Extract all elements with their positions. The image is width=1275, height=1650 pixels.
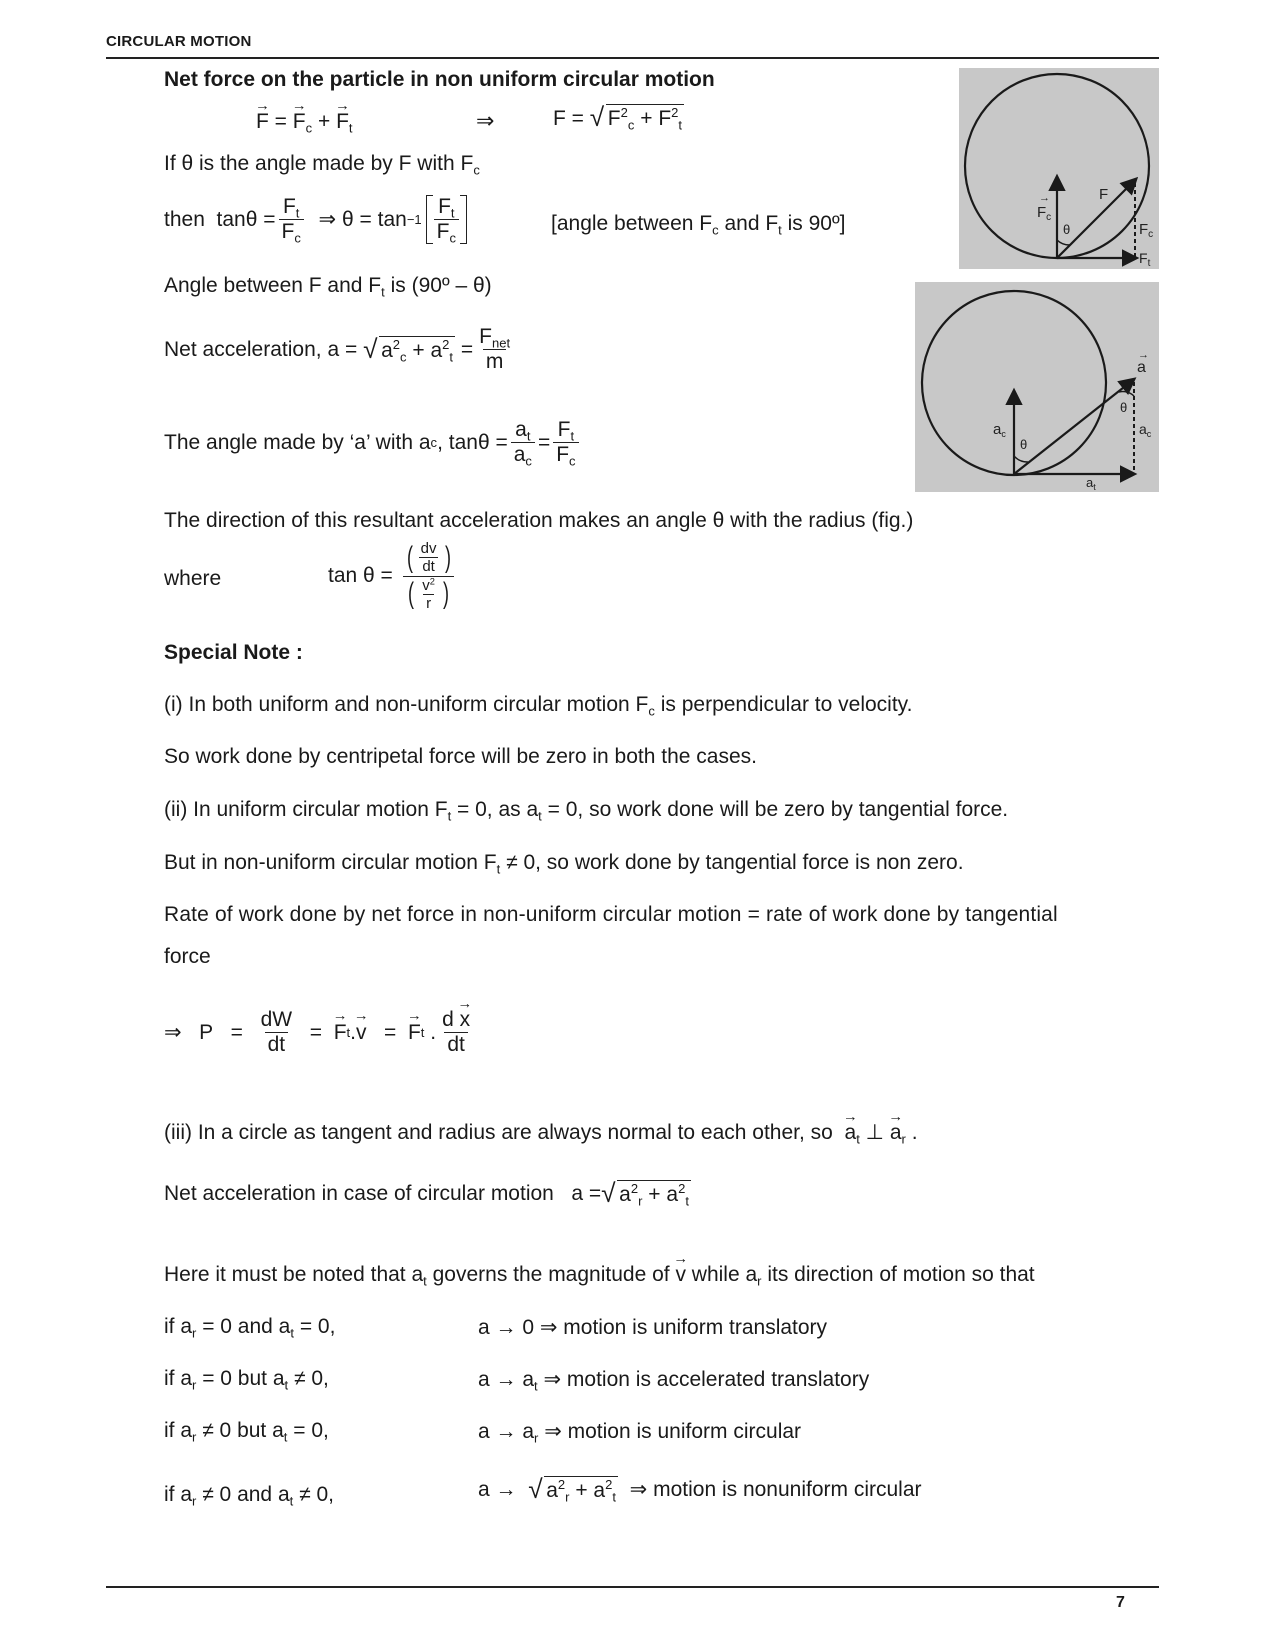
special-note-heading: Special Note : xyxy=(164,641,303,664)
section-heading: Net force on the particle in non uniform circular motion xyxy=(164,68,715,91)
rate-of-work-line-1: Rate of work done by net force in non-uniform circular motion = rate of work done by tangential xyxy=(164,903,1058,926)
direction-statement: The direction of this resultant acceleration makes an angle θ with the radius (fig.) xyxy=(164,509,914,532)
tan-theta-dv-dt-equation: tan θ = ( $\frac{dv}{dt}$ ) ( $\frac{v^2}{r}$ ) xyxy=(328,540,459,612)
case-result: a → 0 ⇒ motion is uniform translatory xyxy=(478,1316,828,1339)
case-condition: if $a_r \ne 0$ but $a_t = 0$, xyxy=(164,1419,329,1445)
case-condition: if $a_r = 0$ but $a_t \ne 0$, xyxy=(164,1367,329,1393)
theta-arc-lower xyxy=(1014,456,1028,462)
net-acceleration-equation: Net acceleration, a = √ $a^2_c + a^2_t$ = $\frac{F_{net}}{m}$ xyxy=(164,325,511,374)
theta-arc xyxy=(1057,240,1070,245)
ac-component-label: $a_c$ xyxy=(1139,421,1152,439)
net-force-arrow xyxy=(1057,180,1135,258)
magnitude-direction-note: Here it must be noted that $a_t$ governs the magnitude of → v while $a_r$ its direction of motion so that xyxy=(164,1263,1035,1287)
net-acceleration-arrow xyxy=(1014,380,1133,474)
footer-rule xyxy=(106,1586,1159,1588)
running-header: CIRCULAR MOTION xyxy=(106,33,252,50)
rate-of-work-line-2: force xyxy=(164,945,211,968)
implies-symbol: ⇒ xyxy=(476,108,495,133)
ac-label: $a_c$ xyxy=(993,421,1006,439)
theta-label: θ xyxy=(1063,222,1071,237)
fc-component-label: $F_c$ xyxy=(1139,221,1154,240)
case-result: $a \to a_t$ ⇒ motion is accelerated translatory xyxy=(478,1368,870,1394)
net-acceleration-circular: Net acceleration in case of circular motion a = √ $a^2_r + a^2_t$ xyxy=(164,1178,689,1209)
angle-a-ac-equation: The angle made by ‘a’ with a c , tanθ = $\frac{a_t}{a_c}$ = $\frac{F_t}{F_c}$ xyxy=(164,418,582,467)
force-diagram xyxy=(959,68,1159,269)
theta-definition: If θ is the angle made by F with $F_c$ xyxy=(164,152,480,178)
case-condition: if $a_r \ne 0$ and $a_t \ne 0$, xyxy=(164,1483,334,1509)
ft-label: $F_t$ xyxy=(1139,250,1151,269)
svg-text:→: → xyxy=(1138,349,1149,361)
where-label: where xyxy=(164,567,222,590)
tan-theta-equation: then tanθ = $\frac{F_t}{F_c}$ ⇒ θ = tan −1 $\frac{F_t}{F_c}$ xyxy=(164,195,467,244)
theta-upper-label: θ xyxy=(1120,400,1128,415)
angle-note: [angle between $F_c$ and $F_t$ is 90º] xyxy=(551,212,846,238)
f-label: F xyxy=(1099,186,1109,203)
a-vector-label: a xyxy=(1137,359,1146,376)
at-label: $a_t$ xyxy=(1086,475,1096,492)
force-magnitude-equation: F = √ $F^2_c + F^2_t$ xyxy=(553,102,683,133)
case-condition: if $a_r = 0$ and $a_t = 0$, xyxy=(164,1315,336,1341)
acceleration-diagram xyxy=(915,282,1159,492)
fc-vector-label: $F_c$ xyxy=(1037,204,1052,223)
angle-f-ft: Angle between F and $F_t$ is (90º – θ) xyxy=(164,274,492,300)
power-equation: ⇒ P = $\frac{dW}{dt}$ = → F t . → v = → F t . $\frac{d \to x}{dt}$ xyxy=(164,1008,476,1057)
vector-sum-equation: → F = → $F_c$ + → $F_t$ xyxy=(256,110,353,134)
case-result: $a \to a_r$ ⇒ motion is uniform circular xyxy=(478,1420,802,1446)
theta-arc-upper xyxy=(1119,392,1134,396)
note-point-2: (ii) In uniform circular motion $F_t = 0$, as $a_t = 0$, so work done will be zero by tangential force. xyxy=(164,798,1009,824)
note-point-1: (i) In both uniform and non-uniform circular motion $F_c$ is perpendicular to velocity. xyxy=(164,693,913,719)
note-point-3: (iii) In a circle as tangent and radius are always normal to each other, so → $a_t$ ⊥ → $a_r$ . xyxy=(164,1120,918,1145)
page-number: 7 xyxy=(1116,1594,1125,1611)
case-result: a → √ $a^2_r + a^2_t$ ⇒ motion is nonuniform circular xyxy=(478,1474,922,1505)
theta-lower-label: θ xyxy=(1020,437,1028,452)
header-rule xyxy=(106,57,1159,59)
note-point-1-continuation: So work done by centripetal force will be zero in both the cases. xyxy=(164,745,757,768)
note-point-2-continuation: But in non-uniform circular motion $F_t \ne 0$, so work done by tangential force is non zero. xyxy=(164,851,964,877)
svg-text:→: → xyxy=(1039,192,1050,204)
